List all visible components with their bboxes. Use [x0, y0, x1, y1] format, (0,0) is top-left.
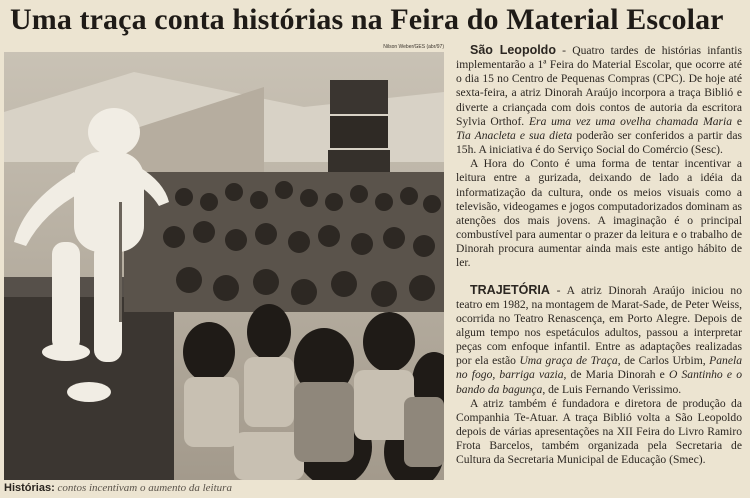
section-gap: [456, 271, 742, 283]
news-photo: [4, 52, 444, 480]
play-title: O Santinho e o bando da bagunça: [456, 368, 742, 396]
article-body: [456, 43, 742, 468]
article-paragraph-4: A atriz também é fundadora e diretora de produção da Companhia Te-Atuar. A traça Biblió volta a São Leopoldo depois de várias apresentações na XII Feira do Livro Ramiro Frota Barcelos, também organizada pela Secretaria de Cultura da Secretaria Municipal de Educação (Smec).: [456, 396, 742, 467]
play-title: Panela no fogo, barriga vazia: [456, 354, 743, 382]
caption-lead: Histórias:: [4, 482, 55, 494]
photo-scene-illustration: [4, 52, 444, 480]
caption-text: contos incentivam o aumento da leitura: [57, 482, 232, 494]
article-paragraph-3: TRAJETÓRIA - A atriz Dinorah Araújo iniciou no teatro em 1982, na montagem de Marat-Sade, de Peter Weiss, ocorrida no Teatro Renascença, em Porto Alegre. Depois de algum tempo nos espetáculos adultos, passou a interpretar peças com enfoque infantil. Entre as adaptações realizadas por ela estão Uma graça de Traça, de Carlos Urbim, Panela no fogo, barriga vazia, de Maria Dinorah e O Santinho e o bando da bagunça, de Luis Fernando Verissimo.: [456, 282, 743, 396]
photo-caption: [4, 481, 444, 497]
headline: Uma traça conta histórias na Feira do Material Escolar: [10, 3, 724, 36]
play-title: Uma graça de Traça: [519, 354, 618, 368]
article-paragraph-2: A Hora do Conto é uma forma de tentar incentivar a leitura entre a gurizada, deixando de lado a idéia da informatização da cultura, onde os meios visuais como a televisão, videogames e jogos computadorizados dominam as atenções dos mais jovens. A imaginação é o principal combustível para aumentar o prazer da leitura e o trabalho de Dinorah procura aumentar ainda mais este antigo hábito de ler.: [456, 157, 742, 270]
story-title: Tia Anacleta e sua dieta: [456, 128, 573, 142]
photo-credit: Nilson Weber/GES (abr/97): [383, 44, 444, 50]
article-paragraph-1: São Leopoldo - Quatro tardes de histórias infantis implementarão a 1ª Feira do Material Escolar, que ocorre até o dia 15 no Centro de Pequenas Compras (CPC). De hoje até sexta-feira, a atriz Dinorah Araújo incorpora a traça Biblió e diverte a criançada com dois contos de autoria da escritora Sylvia Orthof. Era uma vez uma ovelha chamada Maria e Tia Anacleta e sua dieta poderão ser conferidos a partir das 15h. A iniciativa é do Serviço Social do Comércio (Sesc).: [456, 43, 742, 157]
dateline: São Leopoldo: [470, 43, 556, 57]
story-title: Era uma vez uma ovelha chamada Maria: [528, 114, 733, 128]
section-heading: TRAJETÓRIA: [470, 282, 550, 297]
